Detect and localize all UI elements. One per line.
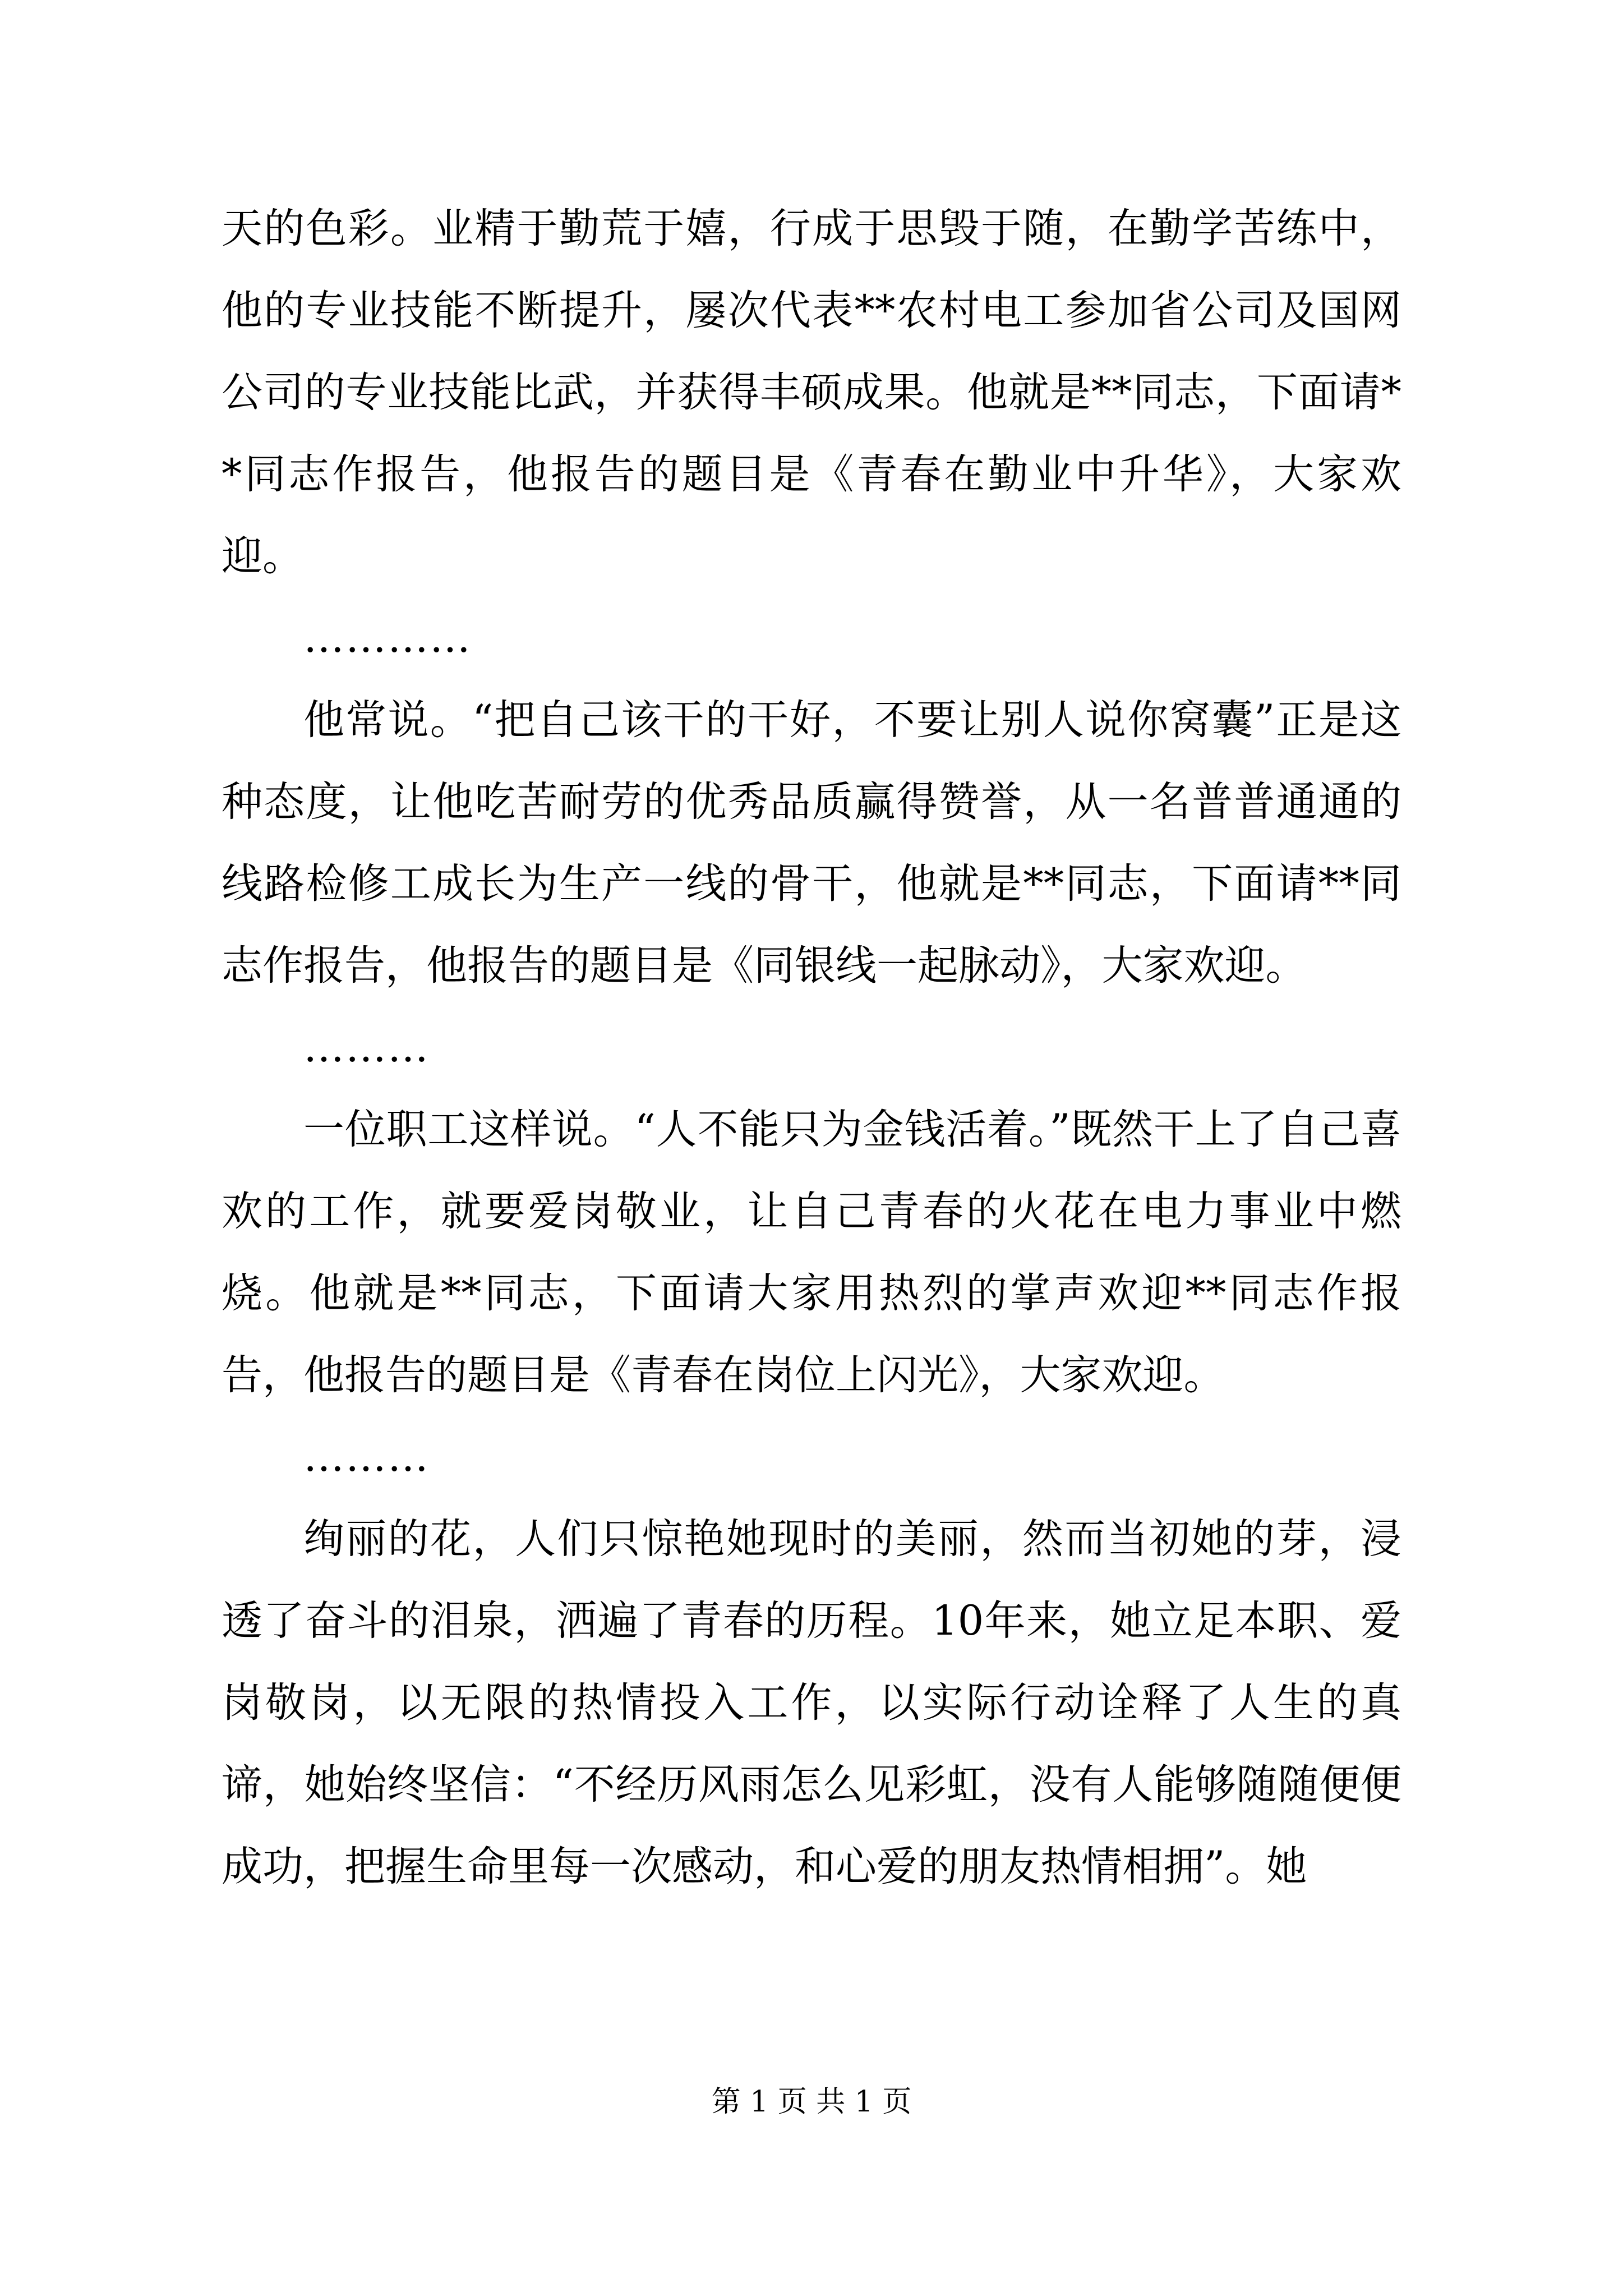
paragraph-2: 他常说。“把自己该干的干好，不要让别人说你窝囊”正是这种态度，让他吃苦耐劳的优秀品质赢得赞誉，从一名普普通通的线路检修工成长为生产一线的骨干，他就是**同志，下面请**同志作报告，他报告的题目是《同银线一起脉动》，大家欢迎。 bbox=[222, 696, 1401, 990]
page-footer: 第 1 页 共 1 页 bbox=[711, 2085, 912, 2119]
document-body bbox=[222, 188, 1401, 1908]
ellipsis-separator-3: ……… bbox=[303, 1433, 430, 1481]
paragraph-4: 绚丽的花，人们只惊艳她现时的美丽，然而当初她的芽，浸透了奋斗的泪泉，洒遍了青春的历程。10年来，她立足本职、爱岗敬岗，以无限的热情投入工作，以实际行动诠释了人生的真谛，她始终坚信：“不经历风雨怎么见彩虹，没有人能够随随便便成功，把握生命里每一次感动，和心爱的朋友热情相拥”。她 bbox=[222, 1515, 1401, 1890]
ellipsis-separator-2: ……… bbox=[303, 1024, 430, 1071]
paragraph-3: 一位职工这样说。“人不能只为金钱活着。”既然干上了自己喜欢的工作，就要爱岗敬业，让自己青春的火花在电力事业中燃烧。他就是**同志，下面请大家用热烈的掌声欢迎**同志作报告，他报告的题目是《青春在岗位上闪光》，大家欢迎。 bbox=[222, 1106, 1401, 1399]
ellipsis-separator-1: ………… bbox=[303, 614, 472, 662]
paragraph-1: 天的色彩。业精于勤荒于嬉，行成于思毁于随，在勤学苦练中，他的专业技能不断提升，屡次代表**农村电工参加省公司及国网公司的专业技能比武，并获得丰硕成果。他就是**同志，下面请**同志作报告，他报告的题目是《青春在勤业中升华》，大家欢迎。 bbox=[222, 205, 1401, 580]
